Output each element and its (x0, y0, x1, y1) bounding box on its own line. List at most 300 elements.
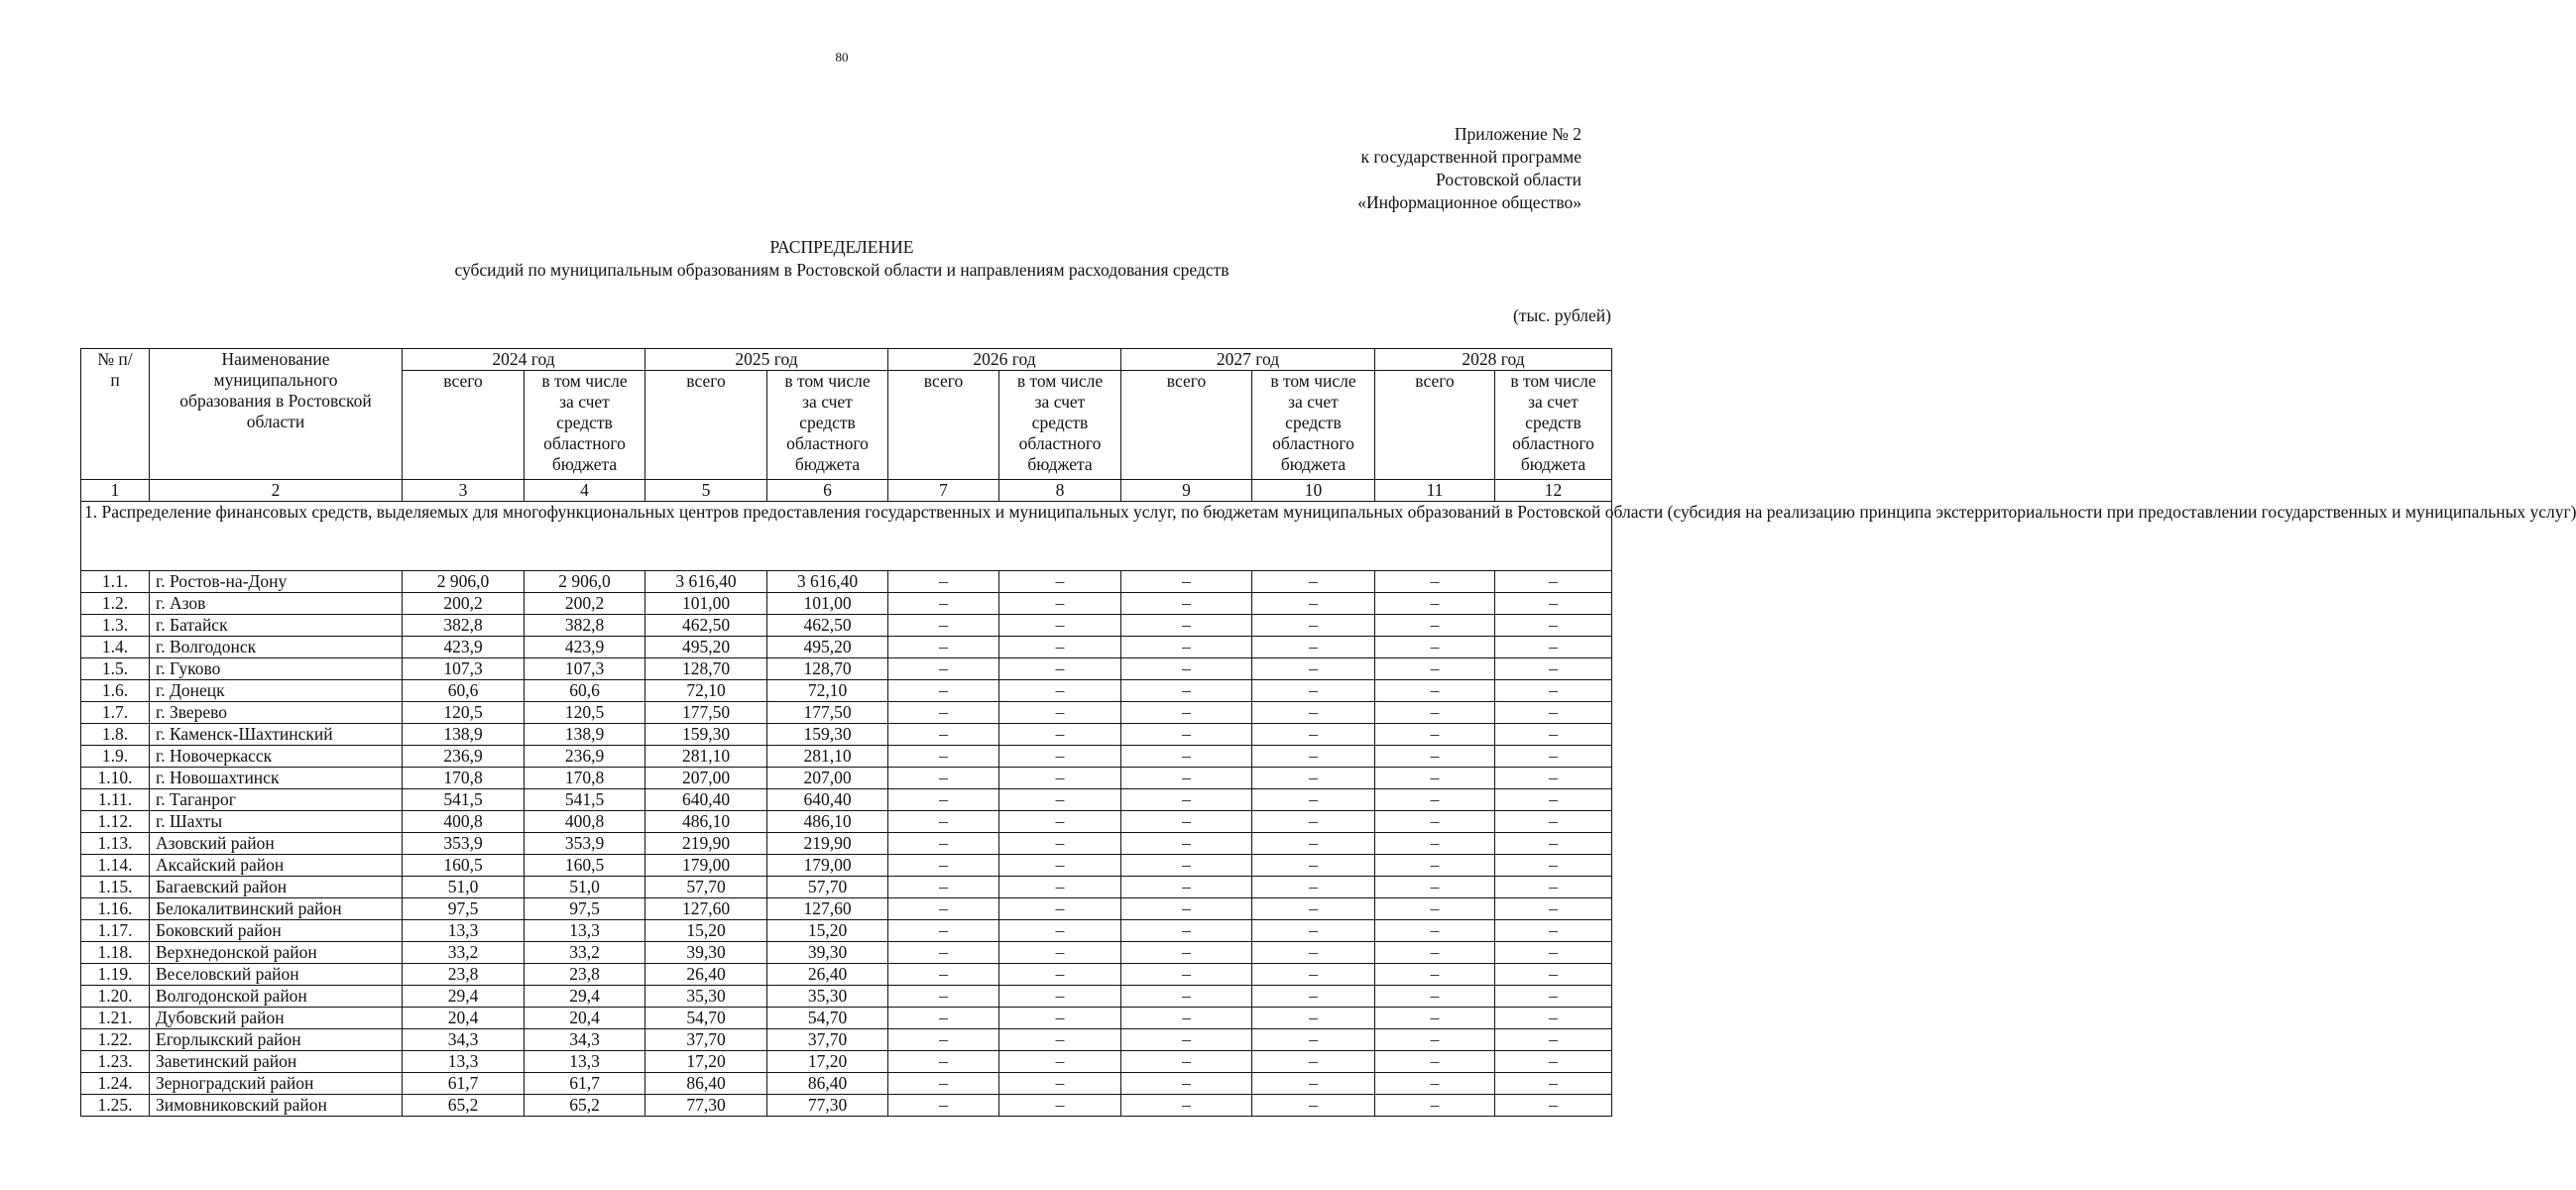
value-cell: 3 616,40 (645, 571, 767, 593)
header-regional: в том числе за счет средств областного бюджета (1495, 371, 1612, 480)
value-cell: 486,10 (767, 811, 888, 833)
value-cell: 60,6 (525, 680, 645, 702)
value-cell: – (1375, 702, 1495, 724)
table-row (81, 593, 1612, 615)
value-cell: – (1495, 1029, 1612, 1051)
table-row (81, 898, 1612, 920)
value-cell: 61,7 (403, 1073, 525, 1095)
value-cell: – (1495, 1095, 1612, 1117)
value-cell: – (888, 746, 999, 768)
value-cell: – (999, 1095, 1121, 1117)
value-cell: – (1495, 855, 1612, 877)
header-total: всего (888, 371, 999, 480)
value-cell: 170,8 (525, 768, 645, 789)
municipality-name: г. Зверево (150, 702, 403, 724)
value-cell: 3 616,40 (767, 571, 888, 593)
value-cell: 15,20 (767, 920, 888, 942)
value-cell: 20,4 (403, 1008, 525, 1029)
value-cell: – (1121, 680, 1252, 702)
value-cell: – (999, 811, 1121, 833)
value-cell: 179,00 (645, 855, 767, 877)
subsidy-table (80, 348, 2576, 1117)
value-cell: – (1375, 1095, 1495, 1117)
value-cell: 495,20 (767, 637, 888, 658)
municipality-name: Багаевский район (150, 877, 403, 898)
header-year: 2027 год (1121, 349, 1375, 371)
value-cell: – (1495, 680, 1612, 702)
value-cell: – (999, 702, 1121, 724)
table-row (81, 1073, 1612, 1095)
row-number: 1.8. (81, 724, 150, 746)
value-cell: 33,2 (403, 942, 525, 964)
value-cell: – (1252, 1073, 1375, 1095)
value-cell: 51,0 (403, 877, 525, 898)
value-cell: – (1252, 724, 1375, 746)
value-cell: – (1252, 680, 1375, 702)
value-cell: – (888, 1029, 999, 1051)
value-cell: 20,4 (525, 1008, 645, 1029)
value-cell: 54,70 (645, 1008, 767, 1029)
row-number: 1.3. (81, 615, 150, 637)
value-cell: – (1252, 877, 1375, 898)
column-number: 7 (888, 480, 999, 502)
header-year: 2025 год (645, 349, 888, 371)
header-total: всего (403, 371, 525, 480)
value-cell: 65,2 (403, 1095, 525, 1117)
value-cell: – (1375, 811, 1495, 833)
value-cell: – (999, 986, 1121, 1008)
appendix-line: Ростовской области (1436, 170, 1581, 189)
value-cell: 640,40 (767, 789, 888, 811)
municipality-name: г. Новочеркасск (150, 746, 403, 768)
municipality-name: г. Таганрог (150, 789, 403, 811)
value-cell: – (1252, 986, 1375, 1008)
table-row (81, 811, 1612, 833)
row-number: 1.13. (81, 833, 150, 855)
value-cell: – (1121, 1008, 1252, 1029)
value-cell: – (1375, 658, 1495, 680)
header-year: 2026 год (888, 349, 1121, 371)
value-cell: 160,5 (403, 855, 525, 877)
value-cell: 107,3 (525, 658, 645, 680)
value-cell: 13,3 (403, 920, 525, 942)
value-cell: 353,9 (403, 833, 525, 855)
row-number: 1.22. (81, 1029, 150, 1051)
header-no: № п/п (81, 349, 150, 480)
row-number: 1.18. (81, 942, 150, 964)
value-cell: 2 906,0 (403, 571, 525, 593)
section-title: 1. Распределение финансовых средств, выделяемых для многофункциональных центров предоставления государственных и муниципальных услуг, по бюджетам муниципальных образований в Ростовской области (субсидия на реализацию принципа экстерриториальности при предоставлении государственных и муниципальных услуг) (81, 502, 1612, 571)
value-cell: – (1252, 811, 1375, 833)
value-cell: – (1121, 658, 1252, 680)
value-cell: – (1495, 1073, 1612, 1095)
table-row (81, 833, 1612, 855)
value-cell: – (999, 571, 1121, 593)
value-cell: – (1375, 898, 1495, 920)
value-cell: – (1252, 658, 1375, 680)
value-cell: – (1495, 811, 1612, 833)
value-cell: 39,30 (645, 942, 767, 964)
value-cell: 423,9 (525, 637, 645, 658)
municipality-name: г. Волгодонск (150, 637, 403, 658)
value-cell: – (1121, 746, 1252, 768)
value-cell: – (1121, 615, 1252, 637)
value-cell: – (1121, 855, 1252, 877)
municipality-name: Зерноградский район (150, 1073, 403, 1095)
value-cell: – (1375, 680, 1495, 702)
column-number: 12 (1495, 480, 1612, 502)
column-number: 3 (403, 480, 525, 502)
table-row (81, 920, 1612, 942)
header-row-years (81, 349, 1612, 371)
value-cell: 200,2 (403, 593, 525, 615)
value-cell: – (888, 855, 999, 877)
value-cell: – (1495, 702, 1612, 724)
value-cell: – (1252, 637, 1375, 658)
page-number: 80 (835, 50, 849, 64)
value-cell: – (1375, 920, 1495, 942)
value-cell: 179,00 (767, 855, 888, 877)
value-cell: – (1375, 964, 1495, 986)
value-cell: – (1495, 746, 1612, 768)
value-cell: 72,10 (645, 680, 767, 702)
value-cell: – (999, 1029, 1121, 1051)
value-cell: – (999, 920, 1121, 942)
value-cell: – (1121, 920, 1252, 942)
value-cell: 34,3 (403, 1029, 525, 1051)
units-label: (тыс. рублей) (1513, 305, 1611, 325)
value-cell: – (1252, 768, 1375, 789)
value-cell: – (1495, 986, 1612, 1008)
value-cell: 29,4 (525, 986, 645, 1008)
value-cell: – (999, 898, 1121, 920)
document-title: РАСПРЕДЕЛЕНИЕ (769, 237, 914, 257)
value-cell: – (1121, 898, 1252, 920)
municipality-name: г. Гуково (150, 658, 403, 680)
table-row (81, 615, 1612, 637)
value-cell: – (1121, 768, 1252, 789)
value-cell: – (999, 964, 1121, 986)
municipality-name: Веселовский район (150, 964, 403, 986)
value-cell: – (1252, 833, 1375, 855)
value-cell: – (888, 637, 999, 658)
value-cell: 486,10 (645, 811, 767, 833)
value-cell: – (1121, 1095, 1252, 1117)
document-subtitle: субсидий по муниципальным образованиям в Ростовской области и направлениям расходования средств (454, 260, 1229, 280)
value-cell: 353,9 (525, 833, 645, 855)
value-cell: 57,70 (767, 877, 888, 898)
column-number: 4 (525, 480, 645, 502)
header-regional: в том числе за счет средств областного бюджета (767, 371, 888, 480)
value-cell: – (1495, 658, 1612, 680)
appendix-block (1357, 123, 1581, 214)
value-cell: 72,10 (767, 680, 888, 702)
value-cell: 127,60 (645, 898, 767, 920)
municipality-name: Дубовский район (150, 1008, 403, 1029)
value-cell: – (1121, 877, 1252, 898)
value-cell: – (1375, 789, 1495, 811)
table-row (81, 855, 1612, 877)
municipality-name: Зимовниковский район (150, 1095, 403, 1117)
value-cell: 35,30 (767, 986, 888, 1008)
column-number: 1 (81, 480, 150, 502)
column-number: 10 (1252, 480, 1375, 502)
value-cell: 170,8 (403, 768, 525, 789)
value-cell: – (999, 637, 1121, 658)
value-cell: 39,30 (767, 942, 888, 964)
value-cell: 23,8 (525, 964, 645, 986)
value-cell: – (1495, 942, 1612, 964)
value-cell: 495,20 (645, 637, 767, 658)
value-cell: – (999, 680, 1121, 702)
value-cell: 382,8 (525, 615, 645, 637)
value-cell: – (1375, 768, 1495, 789)
value-cell: – (1375, 746, 1495, 768)
value-cell: 37,70 (645, 1029, 767, 1051)
value-cell: – (999, 746, 1121, 768)
row-number: 1.4. (81, 637, 150, 658)
value-cell: – (1495, 833, 1612, 855)
table-row (81, 724, 1612, 746)
row-number: 1.23. (81, 1051, 150, 1073)
value-cell: – (888, 942, 999, 964)
column-number: 6 (767, 480, 888, 502)
value-cell: – (999, 1008, 1121, 1029)
value-cell: – (1252, 1008, 1375, 1029)
header-year: 2024 год (403, 349, 645, 371)
value-cell: 138,9 (525, 724, 645, 746)
value-cell: – (999, 855, 1121, 877)
value-cell: – (999, 1073, 1121, 1095)
value-cell: 138,9 (403, 724, 525, 746)
value-cell: – (1121, 1051, 1252, 1073)
value-cell: 160,5 (525, 855, 645, 877)
value-cell: 640,40 (645, 789, 767, 811)
value-cell: – (1375, 637, 1495, 658)
municipality-name: Верхнедонской район (150, 942, 403, 964)
value-cell: – (888, 768, 999, 789)
value-cell: 120,5 (525, 702, 645, 724)
municipality-name: Боковский район (150, 920, 403, 942)
value-cell: 29,4 (403, 986, 525, 1008)
value-cell: – (1252, 571, 1375, 593)
municipality-name: г. Каменск-Шахтинский (150, 724, 403, 746)
value-cell: 382,8 (403, 615, 525, 637)
value-cell: – (888, 571, 999, 593)
header-year: 2028 год (1375, 349, 1612, 371)
value-cell: – (1121, 593, 1252, 615)
value-cell: 86,40 (645, 1073, 767, 1095)
row-number: 1.9. (81, 746, 150, 768)
appendix-line: «Информационное общество» (1357, 192, 1581, 212)
table-row (81, 964, 1612, 986)
header-total: всего (1121, 371, 1252, 480)
value-cell: 281,10 (767, 746, 888, 768)
value-cell: – (888, 702, 999, 724)
value-cell: – (1121, 702, 1252, 724)
value-cell: – (1121, 811, 1252, 833)
header-name: Наименование муниципального образования в Ростовской области (150, 349, 403, 480)
value-cell: – (1375, 1073, 1495, 1095)
column-number: 9 (1121, 480, 1252, 502)
table-body (81, 502, 2576, 1117)
appendix-line: к государственной программе (1360, 147, 1581, 167)
value-cell: 97,5 (403, 898, 525, 920)
value-cell: – (1495, 964, 1612, 986)
value-cell: – (1495, 615, 1612, 637)
value-cell: – (1121, 637, 1252, 658)
value-cell: 281,10 (645, 746, 767, 768)
value-cell: 541,5 (525, 789, 645, 811)
row-number: 1.12. (81, 811, 150, 833)
value-cell: – (888, 593, 999, 615)
value-cell: – (999, 877, 1121, 898)
value-cell: – (1495, 920, 1612, 942)
value-cell: 200,2 (525, 593, 645, 615)
value-cell: – (1121, 789, 1252, 811)
value-cell: 101,00 (645, 593, 767, 615)
value-cell: – (999, 615, 1121, 637)
value-cell: 128,70 (645, 658, 767, 680)
table-row (81, 658, 1612, 680)
value-cell: – (1252, 898, 1375, 920)
table-row (81, 986, 1612, 1008)
value-cell: 120,5 (403, 702, 525, 724)
value-cell: 13,3 (525, 1051, 645, 1073)
row-number: 1.15. (81, 877, 150, 898)
value-cell: – (888, 964, 999, 986)
value-cell: – (999, 1051, 1121, 1073)
row-number: 1.25. (81, 1095, 150, 1117)
value-cell: 77,30 (767, 1095, 888, 1117)
municipality-name: г. Донецк (150, 680, 403, 702)
row-number: 1.14. (81, 855, 150, 877)
value-cell: 15,20 (645, 920, 767, 942)
value-cell: – (999, 724, 1121, 746)
value-cell: – (1121, 1073, 1252, 1095)
value-cell: – (1375, 877, 1495, 898)
value-cell: – (999, 833, 1121, 855)
value-cell: – (1375, 942, 1495, 964)
table-row (81, 942, 1612, 964)
value-cell: – (888, 898, 999, 920)
value-cell: 61,7 (525, 1073, 645, 1095)
value-cell: – (1121, 942, 1252, 964)
value-cell: – (1375, 986, 1495, 1008)
column-number-row (81, 480, 1612, 502)
value-cell: 37,70 (767, 1029, 888, 1051)
municipality-name: Аксайский район (150, 855, 403, 877)
row-number: 1.7. (81, 702, 150, 724)
municipality-name: г. Шахты (150, 811, 403, 833)
value-cell: – (1252, 789, 1375, 811)
value-cell: 35,30 (645, 986, 767, 1008)
value-cell: – (1252, 615, 1375, 637)
value-cell: – (1121, 986, 1252, 1008)
row-number: 1.21. (81, 1008, 150, 1029)
table-row (81, 637, 1612, 658)
value-cell: – (1252, 702, 1375, 724)
value-cell: – (888, 1095, 999, 1117)
row-number: 1.19. (81, 964, 150, 986)
value-cell: 97,5 (525, 898, 645, 920)
value-cell: 159,30 (767, 724, 888, 746)
value-cell: 400,8 (403, 811, 525, 833)
table-row (81, 768, 1612, 789)
value-cell: – (1121, 964, 1252, 986)
table-row (81, 1029, 1612, 1051)
table-row (81, 1051, 1612, 1073)
value-cell: – (1121, 724, 1252, 746)
value-cell: 541,5 (403, 789, 525, 811)
header-total: всего (645, 371, 767, 480)
value-cell: 65,2 (525, 1095, 645, 1117)
value-cell: 13,3 (525, 920, 645, 942)
table-row (81, 789, 1612, 811)
appendix-line: Приложение № 2 (1454, 124, 1581, 144)
value-cell: – (1495, 789, 1612, 811)
value-cell: – (1495, 593, 1612, 615)
value-cell: 101,00 (767, 593, 888, 615)
row-number: 1.17. (81, 920, 150, 942)
value-cell: – (888, 680, 999, 702)
municipality-name: г. Ростов-на-Дону (150, 571, 403, 593)
value-cell: 2 906,0 (525, 571, 645, 593)
value-cell: – (999, 942, 1121, 964)
value-cell: – (888, 877, 999, 898)
row-number: 1.11. (81, 789, 150, 811)
value-cell: 207,00 (645, 768, 767, 789)
header-regional: в том числе за счет средств областного бюджета (525, 371, 645, 480)
value-cell: – (1252, 1029, 1375, 1051)
value-cell: 17,20 (645, 1051, 767, 1073)
municipality-name: Егорлыкский район (150, 1029, 403, 1051)
value-cell: – (888, 1051, 999, 1073)
municipality-name: г. Новошахтинск (150, 768, 403, 789)
value-cell: 400,8 (525, 811, 645, 833)
value-cell: – (888, 658, 999, 680)
municipality-name: Заветинский район (150, 1051, 403, 1073)
value-cell: – (1121, 571, 1252, 593)
row-number: 1.1. (81, 571, 150, 593)
value-cell: – (1495, 1008, 1612, 1029)
value-cell: 159,30 (645, 724, 767, 746)
header-total: всего (1375, 371, 1495, 480)
value-cell: – (888, 986, 999, 1008)
value-cell: 54,70 (767, 1008, 888, 1029)
value-cell: 177,50 (767, 702, 888, 724)
header-regional: в том числе за счет средств областного бюджета (999, 371, 1121, 480)
value-cell: – (1252, 964, 1375, 986)
value-cell: – (1252, 1051, 1375, 1073)
value-cell: – (1495, 898, 1612, 920)
row-number: 1.20. (81, 986, 150, 1008)
table-row (81, 1095, 1612, 1117)
value-cell: 60,6 (403, 680, 525, 702)
value-cell: – (1495, 1051, 1612, 1073)
value-cell: 207,00 (767, 768, 888, 789)
value-cell: – (999, 789, 1121, 811)
value-cell: 17,20 (767, 1051, 888, 1073)
value-cell: – (999, 593, 1121, 615)
column-number: 11 (1375, 480, 1495, 502)
row-number: 1.5. (81, 658, 150, 680)
value-cell: – (1495, 877, 1612, 898)
value-cell: – (888, 920, 999, 942)
value-cell: – (1252, 920, 1375, 942)
value-cell: 77,30 (645, 1095, 767, 1117)
section-row (81, 502, 1612, 571)
